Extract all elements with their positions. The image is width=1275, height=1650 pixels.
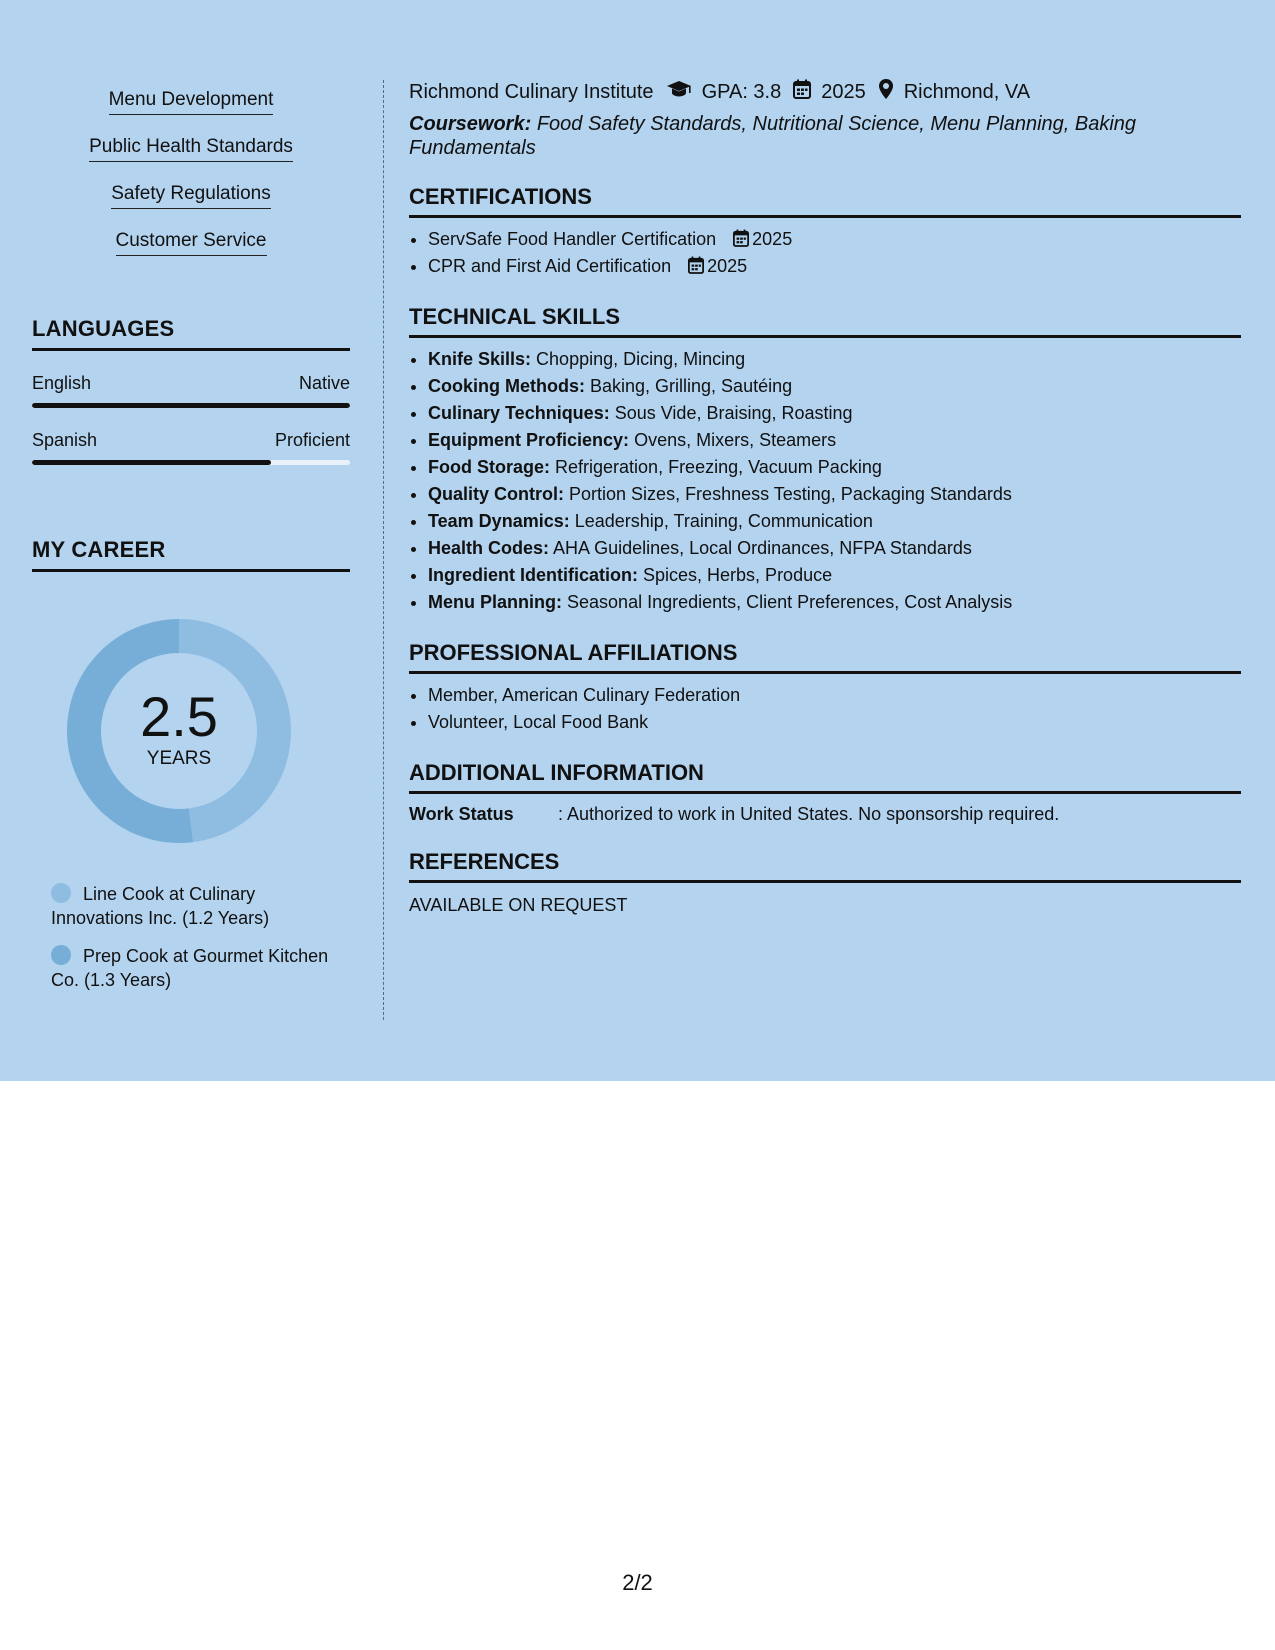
language-level: Native bbox=[298, 373, 350, 393]
skill-value: Seasonal Ingredients, Client Preferences, Cost Analysis bbox=[567, 592, 1013, 612]
education-location: Richmond, VA bbox=[903, 80, 1031, 103]
technical-skills-heading: TECHNICAL SKILLS bbox=[409, 304, 1241, 338]
language-item bbox=[32, 373, 350, 408]
list-item bbox=[428, 373, 1241, 400]
skill-value: Ovens, Mixers, Steamers bbox=[634, 430, 837, 450]
languages-heading: LANGUAGES bbox=[32, 316, 350, 351]
affiliations-list bbox=[409, 682, 1241, 736]
sidebar bbox=[32, 80, 350, 1006]
skill-value: Spices, Herbs, Produce bbox=[643, 565, 833, 585]
list-item bbox=[428, 508, 1241, 535]
language-name: English bbox=[32, 373, 92, 393]
career-legend bbox=[51, 882, 350, 992]
additional-info-heading: ADDITIONAL INFORMATION bbox=[409, 760, 1241, 794]
skill-value: Sous Vide, Braising, Roasting bbox=[614, 403, 853, 423]
certification-name: CPR and First Aid Certification bbox=[428, 256, 672, 276]
list-item bbox=[428, 454, 1241, 481]
legend-dot bbox=[51, 883, 71, 903]
skill-label: Knife Skills: bbox=[428, 349, 532, 369]
list-item bbox=[428, 535, 1241, 562]
skill-value: Refrigeration, Freezing, Vacuum Packing bbox=[555, 457, 882, 477]
legend-label: Line Cook at Culinary Innovations Inc. (1.2 Years) bbox=[51, 884, 270, 928]
certification-date: 2025 bbox=[752, 229, 793, 249]
references-text: AVAILABLE ON REQUEST bbox=[409, 895, 628, 915]
language-name: Spanish bbox=[32, 430, 98, 450]
skill-label: Ingredient Identification: bbox=[428, 565, 638, 585]
career-heading: MY CAREER bbox=[32, 537, 350, 572]
graduation-year: 2025 bbox=[821, 80, 866, 103]
certification-name: ServSafe Food Handler Certification bbox=[428, 229, 717, 249]
work-status-row bbox=[409, 804, 1241, 825]
certifications-list bbox=[409, 226, 1241, 280]
list-item bbox=[428, 481, 1241, 508]
language-bar-fill bbox=[32, 403, 350, 408]
skills-list bbox=[32, 80, 350, 268]
affiliations-heading: PROFESSIONAL AFFILIATIONS bbox=[409, 640, 1241, 674]
legend-dot bbox=[51, 945, 71, 965]
education-line bbox=[409, 78, 1241, 106]
calendar-icon bbox=[733, 229, 752, 249]
institution-name: Richmond Culinary Institute bbox=[409, 80, 654, 103]
list-item bbox=[428, 400, 1241, 427]
language-bar bbox=[32, 460, 350, 465]
skill-value: Portion Sizes, Freshness Testing, Packaging Standards bbox=[569, 484, 1012, 504]
language-level: Proficient bbox=[274, 430, 350, 450]
page-number: 2/2 bbox=[622, 1570, 653, 1595]
calendar-icon bbox=[688, 256, 707, 276]
technical-skills-list bbox=[409, 346, 1241, 616]
language-item bbox=[32, 430, 350, 465]
certification-date: 2025 bbox=[707, 256, 748, 276]
language-bar-fill bbox=[32, 460, 271, 465]
skill-tag: Menu Development bbox=[109, 89, 274, 115]
list-item bbox=[428, 253, 1241, 280]
skill-label: Team Dynamics: bbox=[428, 511, 570, 531]
legend-item bbox=[51, 944, 350, 992]
coursework bbox=[409, 112, 1241, 160]
list-item: • Volunteer, Local Food Bank bbox=[428, 709, 1241, 736]
work-status-value: : Authorized to work in United States. No sponsorship required. bbox=[558, 804, 1060, 824]
skill-label: Culinary Techniques: bbox=[428, 403, 610, 423]
graduation-cap-icon bbox=[666, 80, 692, 104]
skill-label: Cooking Methods: bbox=[428, 376, 585, 396]
skill-label: Menu Planning: bbox=[428, 592, 562, 612]
location-pin-icon bbox=[878, 78, 894, 106]
list-item: • Member, American Culinary Federation bbox=[428, 682, 1241, 709]
career-total-unit: YEARS bbox=[146, 748, 212, 769]
list-item bbox=[428, 346, 1241, 373]
legend-label: Prep Cook at Gourmet Kitchen Co. (1.3 Years) bbox=[51, 946, 329, 990]
calendar-icon bbox=[793, 79, 811, 105]
skill-label: Equipment Proficiency: bbox=[428, 430, 630, 450]
coursework-label: Coursework: bbox=[409, 113, 532, 135]
skill-value: AHA Guidelines, Local Ordinances, NFPA Standards bbox=[553, 538, 972, 558]
certifications-heading: CERTIFICATIONS bbox=[409, 184, 1241, 218]
list-item bbox=[428, 226, 1241, 253]
work-status-label: Work Status bbox=[409, 804, 514, 824]
skill-value: Baking, Grilling, Sautéing bbox=[590, 376, 793, 396]
skill-tag: Safety Regulations bbox=[111, 183, 271, 209]
coursework-list: Food Safety Standards, Nutritional Science, Menu Planning, Baking Fundamentals bbox=[409, 113, 1137, 159]
legend-item bbox=[51, 882, 350, 930]
career-total-value: 2.5 bbox=[140, 685, 218, 748]
skill-value: Chopping, Dicing, Mincing bbox=[536, 349, 746, 369]
skill-value: Leadership, Training, Communication bbox=[574, 511, 873, 531]
list-item bbox=[428, 589, 1241, 616]
career-donut bbox=[64, 616, 294, 846]
list-item bbox=[428, 562, 1241, 589]
main-content bbox=[409, 78, 1241, 916]
gpa-value: GPA: 3.8 bbox=[701, 80, 782, 103]
skill-tag: Customer Service bbox=[116, 230, 267, 256]
column-divider bbox=[383, 80, 384, 1020]
references-heading: REFERENCES bbox=[409, 849, 1241, 883]
skill-label: Health Codes: bbox=[428, 538, 550, 558]
language-bar bbox=[32, 403, 350, 408]
list-item bbox=[428, 427, 1241, 454]
skill-label: Quality Control: bbox=[428, 484, 564, 504]
skill-label: Food Storage: bbox=[428, 457, 550, 477]
skill-tag: Public Health Standards bbox=[89, 136, 293, 162]
